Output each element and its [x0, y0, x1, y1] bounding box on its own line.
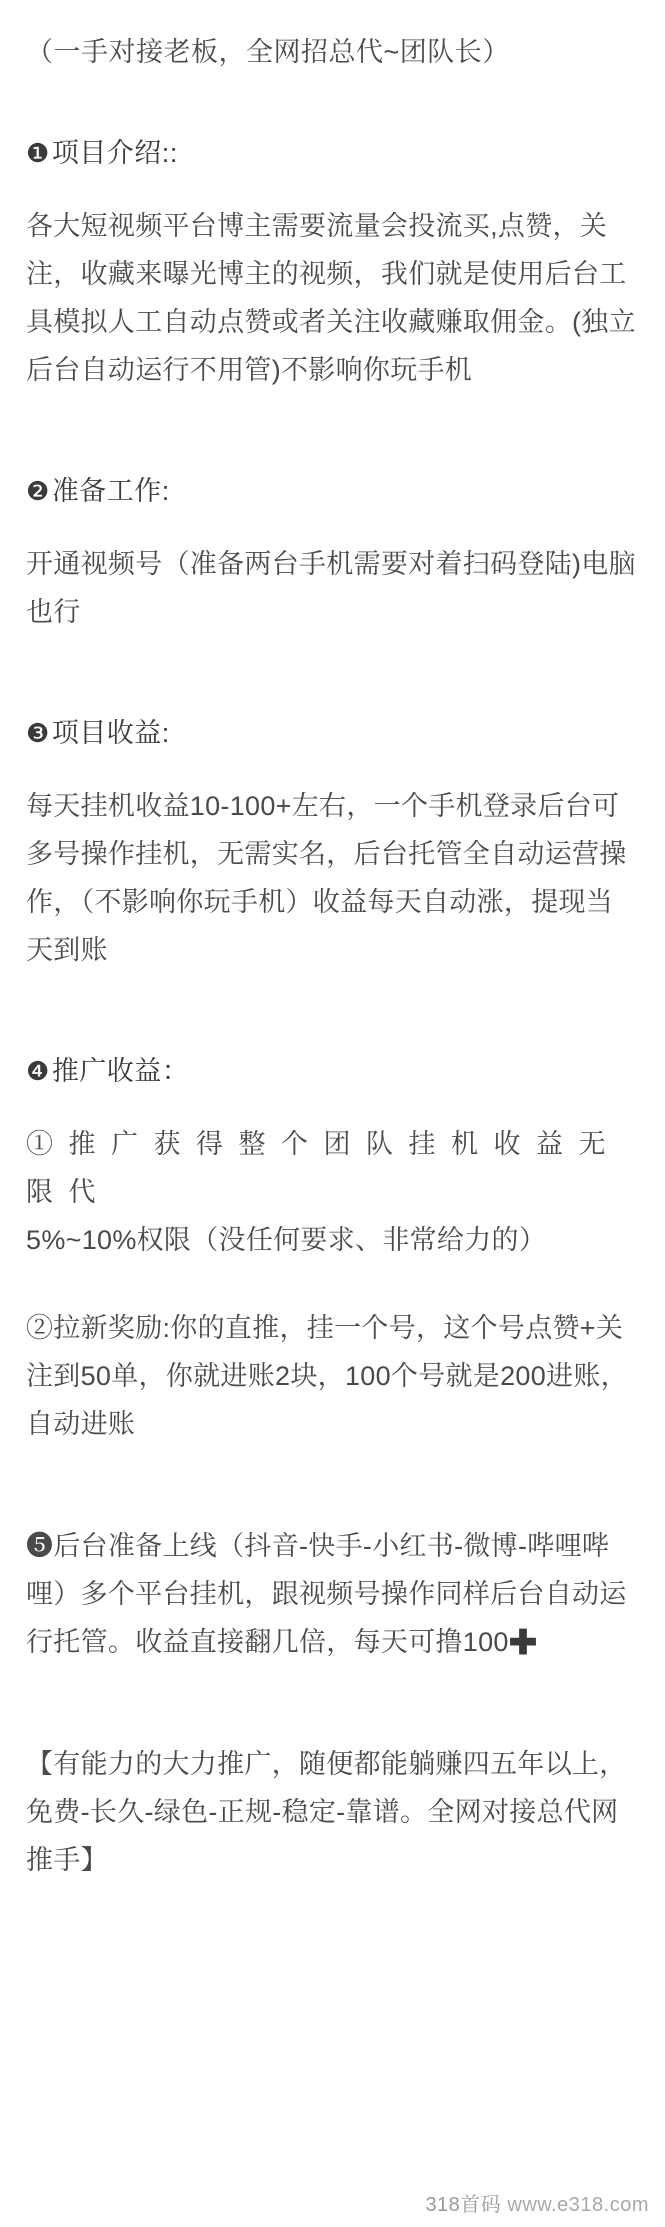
section-1-heading: [26, 130, 639, 176]
section-4-heading: [26, 1048, 639, 1094]
section-5: [26, 1522, 639, 1666]
section-4-item-1-rest: 5%~10%权限（没任何要求、非常给力的）: [26, 1225, 547, 1255]
section-5-text: 后台准备上线（抖音-快手-小红书-微博-哔哩哔哩）多个平台挂机，跟视频号操作同样后台自动运行托管。收益直接翻几倍，每天可撸100: [26, 1531, 627, 1657]
section-2: [26, 468, 639, 636]
section-4-marker: ❹: [26, 1056, 50, 1086]
footer-text: 【有能力的大力推广，随便都能躺赚四五年以上，免费-长久-绿色-正规-稳定-靠谱。全网对接总代网推手】: [26, 1749, 627, 1875]
section-2-marker: ❷: [26, 476, 50, 506]
section-3-title: 项目收益:: [51, 718, 170, 748]
intro-line: （一手对接老板，全网招总代~团队长）: [26, 37, 510, 67]
section-4-title: 推广收益：: [51, 1056, 190, 1086]
section-5-body: [26, 1522, 639, 1666]
section-4: [26, 1048, 639, 1448]
section-3-marker: ❸: [26, 718, 50, 748]
section-3-body: 每天挂机收益10-100+左右，一个手机登录后台可多号操作挂机，无需实名，后台托管全自动运营操作，（不影响你玩手机）收益每天自动涨，提现当天到账: [26, 791, 627, 965]
section-3: [26, 710, 639, 974]
section-1-body: 各大短视频平台博主需要流量会投流买,点赞，关注，收藏来曝光博主的视频，我们就是使用后台工具模拟人工自动点赞或者关注收藏赚取佣金。(独立后台自动运行不用管)不影响你玩手机: [26, 211, 636, 385]
section-5-marker: ❺: [26, 1531, 54, 1561]
section-3-heading: [26, 710, 639, 756]
section-4-item-2: ②拉新奖励:你的直推，挂一个号，这个号点赞+关注到50单，你就进账2块，100个号就是200进账，自动进账: [26, 1313, 628, 1439]
footer-note: [26, 1740, 639, 1884]
watermark-url: www.e318.com: [507, 2194, 649, 2216]
section-2-title: 准备工作:: [51, 476, 170, 506]
plus-icon: ✚: [508, 1624, 538, 1662]
watermark-cn: 318首码: [425, 2194, 502, 2216]
section-2-heading: [26, 468, 639, 514]
section-1: [26, 130, 639, 394]
section-1-title: 项目介绍::: [51, 138, 178, 168]
watermark: [425, 2188, 649, 2217]
section-4-item-1-spaced: ① 推 广 获 得 整 个 团 队 挂 机 收 益 无 限 代: [26, 1129, 610, 1207]
section-1-marker: ❶: [26, 138, 50, 168]
section-2-body: 开通视频号（准备两台手机需要对着扫码登陆)电脑也行: [26, 549, 636, 627]
